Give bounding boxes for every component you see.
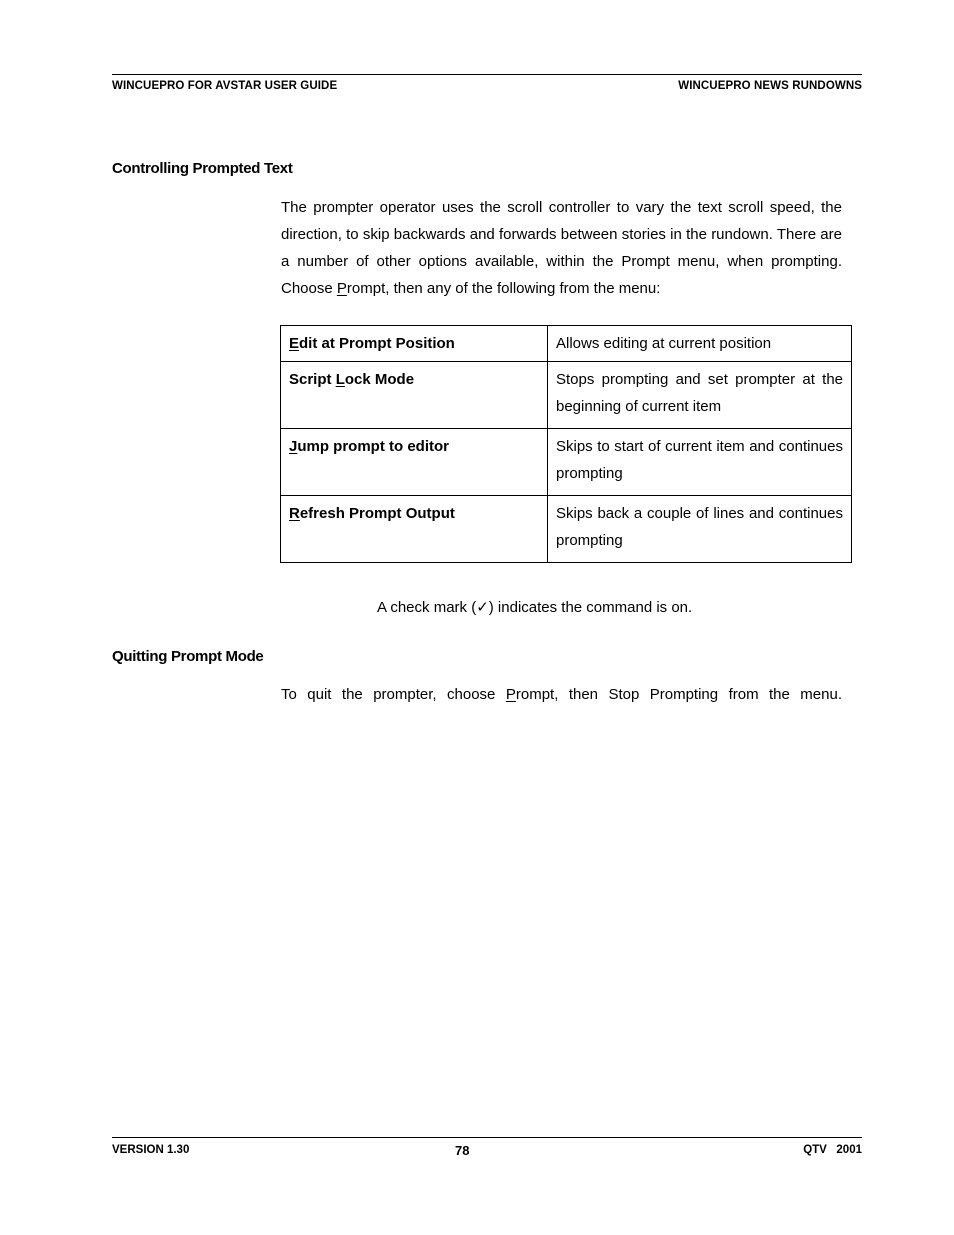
command-cell [281, 326, 548, 362]
prompt-menu-key: P [336, 280, 347, 297]
table-row [281, 496, 852, 563]
command-label: dit at Prompt Position [299, 335, 455, 352]
description-cell: Skips to start of current item and continues prompting [548, 429, 852, 496]
header-guide-title: WINCUEPRO FOR AVSTAR USER GUIDE [112, 80, 338, 92]
header-chapter-title: WINCUEPRO NEWS RUNDOWNS [678, 80, 862, 92]
intro-paragraph [281, 194, 842, 302]
table-row [281, 429, 852, 496]
intro-text: The prompter operator uses the scroll controller to vary the text scroll speed, the direction, to skip backwards and forwards between stories in the rundown. There are a number of other options available, within the Prompt menu, when prompting. Choose [281, 199, 842, 297]
quit-text-end: , then Stop Prompting from the menu. [554, 686, 842, 703]
command-label: ump prompt to editor [297, 438, 449, 455]
section-heading-controlling: Controlling Prompted Text [112, 160, 293, 177]
page-number: 78 [455, 1143, 470, 1158]
command-label-prefix: Script [289, 371, 336, 388]
prompt-menu-rest: rompt [515, 686, 555, 703]
intro-text-end: , then any of the following from the menu: [385, 280, 661, 297]
check-mark-note: A check mark (✓) indicates the command is on. [377, 599, 693, 616]
command-shortcut-key: L [335, 371, 345, 388]
footer-publisher-year: QTV 2001 [803, 1144, 862, 1156]
page-footer [112, 1137, 862, 1158]
command-shortcut-key: J [289, 438, 298, 455]
description-cell: Allows editing at current position [548, 326, 852, 362]
footer-version: VERSION 1.30 [112, 1144, 190, 1156]
description-cell: Skips back a couple of lines and continues prompting [548, 496, 852, 563]
command-shortcut-key: R [289, 505, 300, 522]
command-cell [281, 496, 548, 563]
table-row [281, 326, 852, 362]
section-heading-quitting: Quitting Prompt Mode [112, 648, 264, 665]
prompt-menu-rest: rompt [346, 280, 386, 297]
prompt-menu-key: P [505, 686, 516, 703]
prompt-menu-table [280, 325, 852, 563]
table-row [281, 362, 852, 429]
command-cell [281, 429, 548, 496]
command-shortcut-key: E [289, 335, 300, 352]
command-cell [281, 362, 548, 429]
description-cell: Stops prompting and set prompter at the beginning of current item [548, 362, 852, 429]
quit-paragraph [281, 681, 842, 708]
quit-text: To quit the prompter, choose [281, 686, 506, 703]
command-label: efresh Prompt Output [299, 505, 455, 522]
page-header [112, 74, 862, 92]
command-label: ock Mode [344, 371, 415, 388]
